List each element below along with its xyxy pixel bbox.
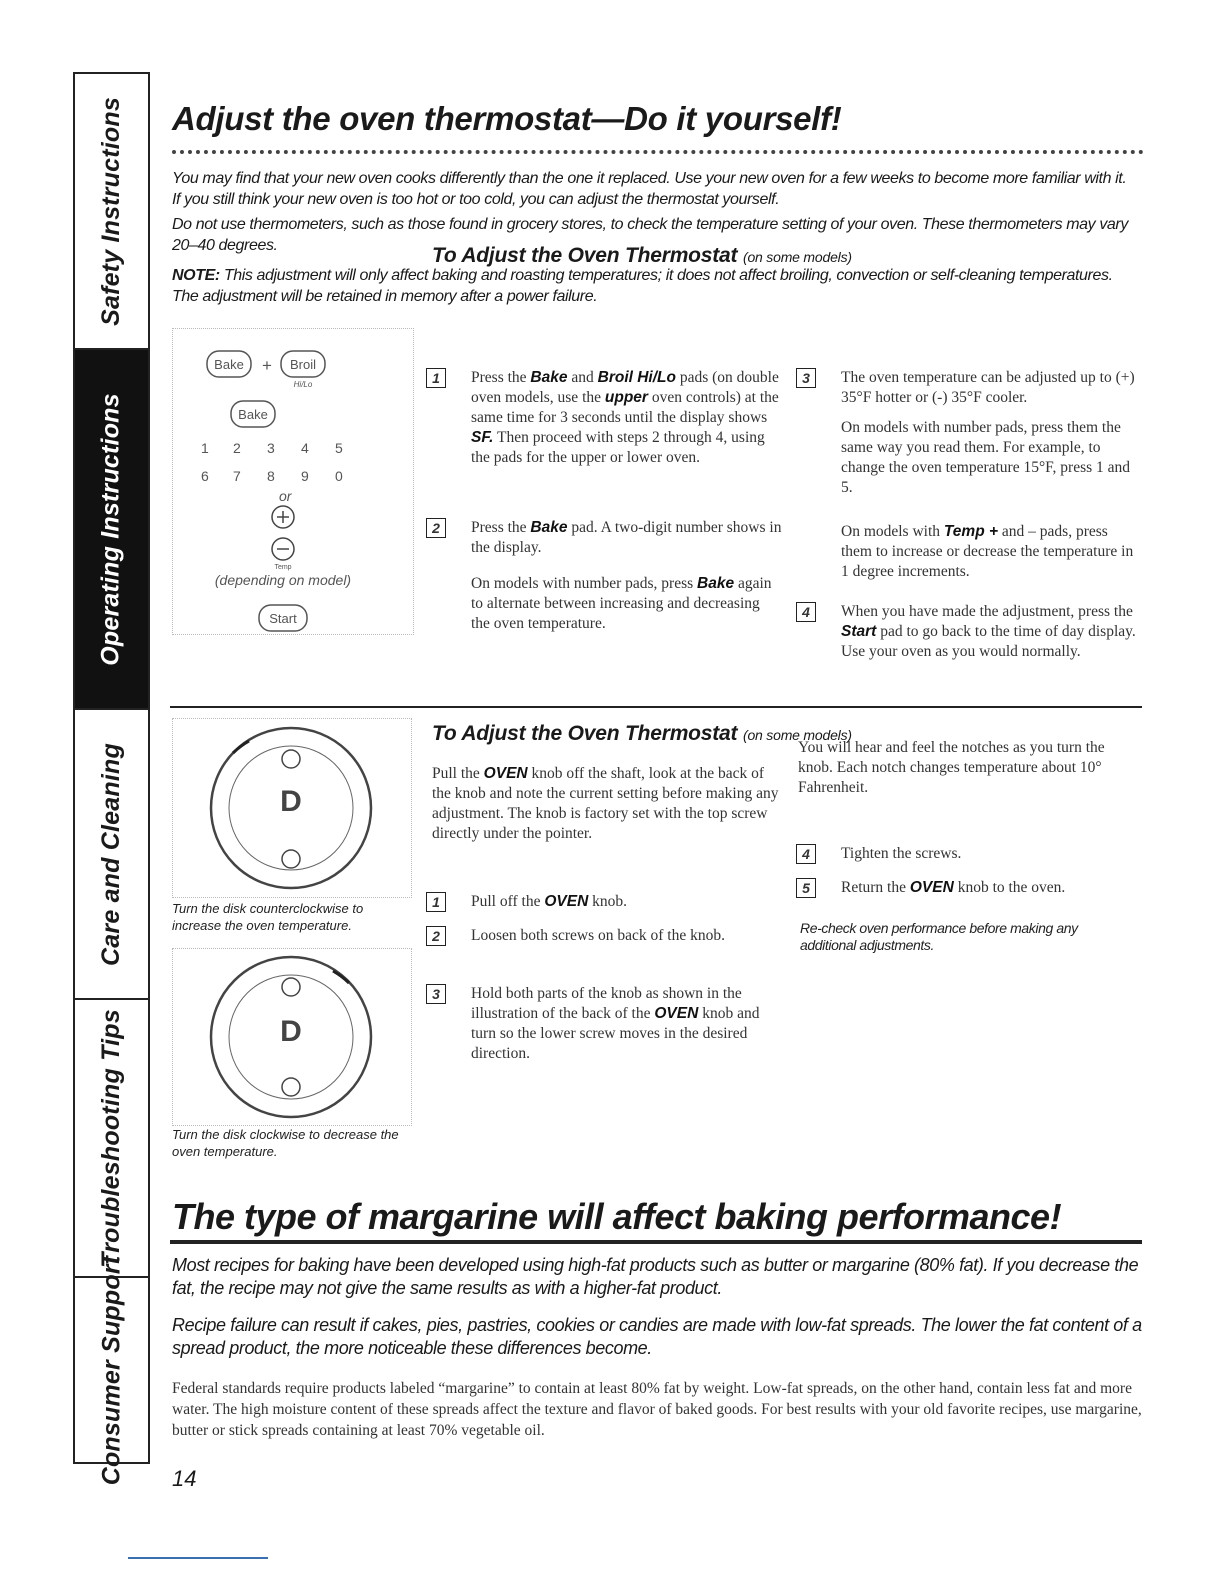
knob-step-2-text: Loosen both screws on back of the knob. — [471, 927, 725, 944]
note-text: This adjustment will only affect baking and roasting temperatures; it does not affect broiling, convection or self-cleaning temperatures. The adjustment will be retained in memory after a power failure. — [172, 267, 1113, 305]
page-number: 14 — [172, 1466, 197, 1491]
control-pad-svg — [173, 329, 413, 634]
step-number: 3 — [796, 368, 816, 388]
step-4-text: When you have made the adjustment, press the Start pad to go back to the time of day display. Use your oven as you would normally. — [841, 603, 1136, 660]
step-number: 5 — [796, 878, 816, 898]
knob-step-4 — [796, 844, 1136, 864]
knob-step-5-text: Return the OVEN knob to the oven. — [841, 879, 1066, 896]
step-number: 3 — [426, 984, 446, 1004]
step-number: 2 — [426, 518, 446, 538]
svg-text:D: D — [280, 1015, 302, 1048]
subheading-1-text: To Adjust the Oven Thermostat — [432, 244, 738, 267]
knob-intro: Pull the OVEN knob off the shaft, look at the back of the knob and note the current setting before making any adjustment. The knob is factory set with the top screw directly under the pointer. — [432, 765, 779, 842]
step-number: 2 — [426, 926, 446, 946]
bake-pad-label-2: Bake — [238, 407, 268, 422]
section-tabs — [73, 72, 150, 1485]
footer-line — [128, 1557, 268, 1559]
margarine-body: Federal standards require products labeled “margarine” to contain at least 80% fat by weight. Low-fat spreads, on the other hand, contain less fat and more water. The high moisture content of these spreads affect the texture and flavor of baked goods. For best results with your old favorite recipes, use margarine, butter or stick spreads containing at least 70% vegetable oil. — [172, 1380, 1142, 1439]
margarine-intro-1: Most recipes for baking have been developed using high-fat products such as butter or margarine (80% fat). If you decrease the fat, the recipe may not give the same results as with a higher-fat product. — [172, 1255, 1139, 1298]
knob-ccw-svg — [173, 719, 411, 897]
digit-0: 0 — [335, 468, 343, 484]
plus-sign: + — [262, 356, 272, 375]
digit-1: 1 — [201, 440, 209, 456]
knob-step-4-text: Tighten the screws. — [841, 845, 962, 862]
caption-cw: Turn the disk clockwise to decrease the oven temperature. — [172, 1127, 399, 1159]
svg-text:D: D — [280, 785, 302, 818]
control-pad-illustration — [172, 328, 414, 635]
digit-4: 4 — [301, 440, 309, 456]
tab-care-and-cleaning[interactable]: Care and Cleaning — [75, 710, 148, 1000]
temp-label: Temp — [274, 564, 292, 571]
dotted-divider — [172, 150, 1144, 154]
bake-pad-label: Bake — [214, 357, 244, 372]
knob-cw-svg — [173, 949, 411, 1125]
digit-9: 9 — [301, 468, 309, 484]
subheading-2-suffix: (on some models) — [742, 727, 852, 743]
subheading-1-suffix: (on some models) — [742, 249, 852, 265]
caption-ccw: Turn the disk counterclockwise to increase the oven temperature. — [172, 901, 364, 933]
tab-operating-instructions[interactable]: Operating Instructions — [75, 350, 148, 710]
knob-step-3-text: Hold both parts of the knob as shown in the illustration of the back of the OVEN knob and turn so the lower screw moves in the desired direction. — [471, 985, 760, 1062]
step-3-detail: On models with number pads, press them the same way you read them. For example, to change the oven temperature 15°F, press 1 and 5. — [841, 419, 1131, 496]
section-title-margarine: The type of margarine will affect baking performance! — [172, 1196, 1062, 1237]
knob-step-5 — [796, 878, 1136, 898]
step-number: 4 — [796, 602, 816, 622]
subheading-2-text: To Adjust the Oven Thermostat — [432, 722, 738, 745]
digit-6: 6 — [201, 468, 209, 484]
note-paragraph — [172, 265, 1132, 307]
digit-3: 3 — [267, 440, 275, 456]
step-2-text: Press the Bake pad. A two-digit number shows in the display. — [471, 519, 782, 556]
tab-troubleshooting-tips[interactable]: Troubleshooting Tips — [75, 1000, 148, 1278]
section-divider — [170, 706, 1142, 708]
step-3 — [796, 368, 1136, 408]
knob-step-1-text: Pull off the OVEN knob. — [471, 893, 628, 910]
step-3-temp-pads: On models with Temp + and – pads, press them to increase or decrease the temperature in 1 degree increments. — [841, 523, 1134, 580]
knob-step-3 — [426, 984, 786, 1064]
hilo-label: Hi/Lo — [293, 380, 313, 389]
intro-paragraph-2: Do not use thermometers, such as those found in grocery stores, to check the temperature setting of your oven. These thermometers may vary 20–40 degrees. — [172, 216, 1128, 254]
tab-safety-instructions[interactable]: Safety Instructions — [75, 72, 148, 350]
recheck-note: Re-check oven performance before making any additional adjustments. — [800, 920, 1078, 953]
notches-paragraph: You will hear and feel the notches as you turn the knob. Each notch changes temperature about 10° Fahrenheit. — [798, 739, 1105, 796]
depending-label: (depending on model) — [214, 572, 352, 588]
digit-8: 8 — [267, 468, 275, 484]
step-number: 1 — [426, 892, 446, 912]
solid-divider — [170, 1240, 1142, 1244]
start-pad-label: Start — [269, 611, 297, 626]
step-number: 4 — [796, 844, 816, 864]
knob-step-1 — [426, 892, 786, 912]
broil-pad-label: Broil — [289, 357, 317, 372]
step-3-text: The oven temperature can be adjusted up to (+) 35°F hotter or (-) 35°F cooler. — [841, 369, 1135, 406]
margarine-intro-2: Recipe failure can result if cakes, pies, pastries, cookies or candies are made with low-fat spreads. The lower the fat content of a spread product, the more noticeable these differences become. — [172, 1315, 1142, 1358]
knob-illustration-ccw — [172, 718, 412, 898]
subheading-2 — [432, 722, 852, 746]
intro-paragraph-1: You may find that your new oven cooks differently than the one it replaced. Use your new oven for a few weeks to become more familiar with it. If you still think your new oven is too hot or too cold, you can adjust the thermostat yourself. — [172, 170, 1127, 208]
digit-7: 7 — [233, 468, 241, 484]
step-4 — [796, 602, 1136, 662]
step-2-detail: On models with number pads, press Bake again to alternate between increasing and decreasing the oven temperature. — [471, 575, 772, 632]
step-2 — [426, 518, 786, 558]
tab-consumer-support[interactable]: Consumer Support — [75, 1278, 148, 1464]
step-1 — [426, 368, 786, 468]
step-1-text: Press the Bake and Broil Hi/Lo pads (on double oven models, use the upper oven controls) at the same time for 3 seconds until the display shows SF. Then proceed with steps 2 through 4, using the pads for the upper or lower oven. — [471, 369, 779, 466]
knob-step-2 — [426, 926, 726, 946]
digit-5: 5 — [335, 440, 343, 456]
subheading-1 — [432, 244, 852, 268]
step-number: 1 — [426, 368, 446, 388]
note-label: NOTE: — [172, 267, 220, 284]
section-title-thermostat: Adjust the oven thermostat—Do it yourself! — [172, 100, 842, 137]
knob-illustration-cw — [172, 948, 412, 1126]
digit-2: 2 — [233, 440, 241, 456]
or-label: or — [279, 488, 292, 504]
